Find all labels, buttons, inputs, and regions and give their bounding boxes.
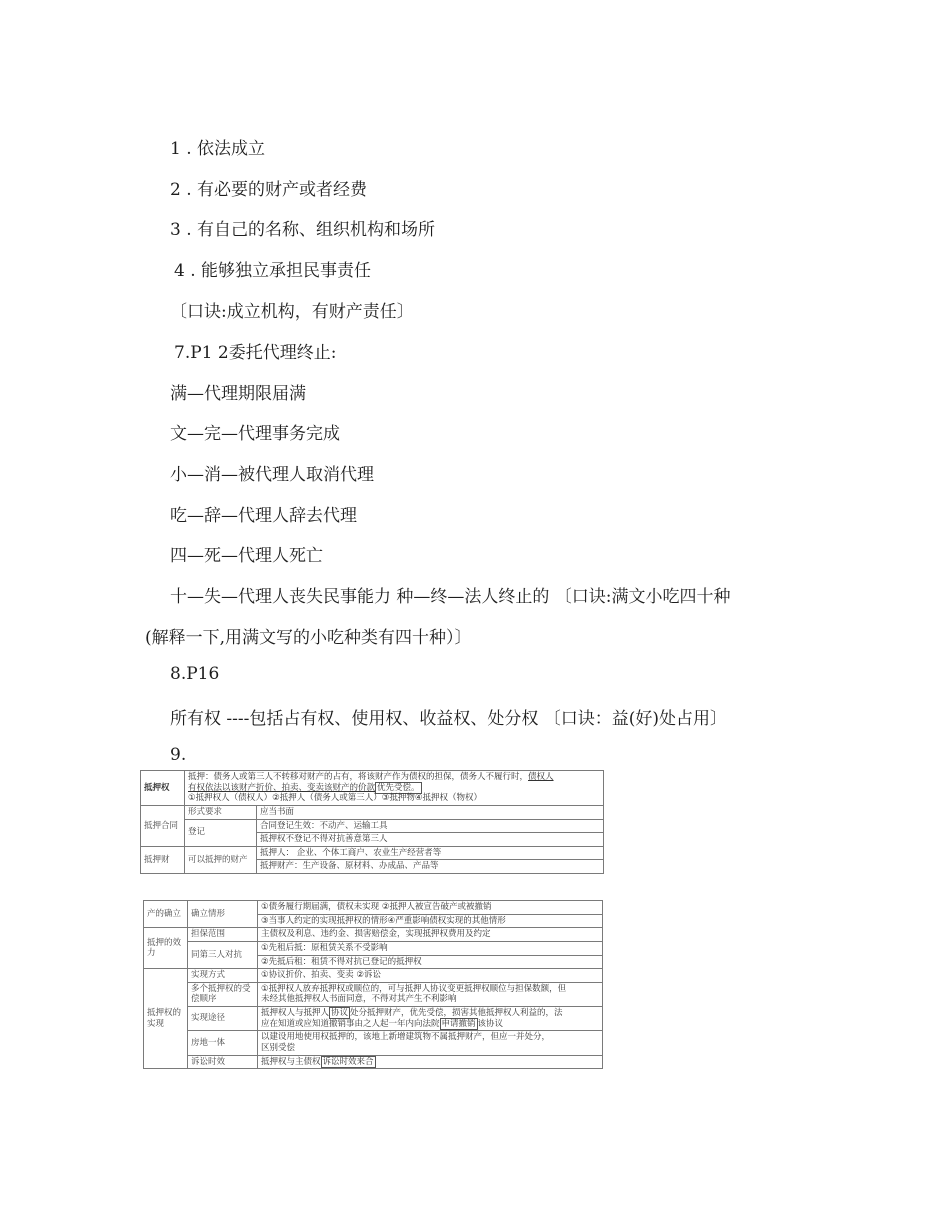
text: 抵押权人与抵押人 [261, 1008, 330, 1018]
row-label: 产的确立 [144, 901, 188, 928]
section-9-heading: 9. [170, 745, 187, 765]
row-sublabel: 确立情形 [188, 901, 258, 928]
cell-value [258, 1007, 603, 1031]
row-sublabel: 诉讼时效 [188, 1055, 258, 1069]
cell-value: 抵押财产：生产设备、原材料、办成品、产品等 [257, 860, 604, 874]
table-row [141, 846, 604, 860]
cell-value: 抵押人： 企业、个体工商户、农业生产经营者等 [257, 846, 604, 860]
cell-value: 合同登记生效：不动产、运输工具 [257, 819, 604, 833]
cell-value: ①先租后抵：原租赁关系不受影响 [258, 941, 603, 955]
row-label: 抵押的效力 [144, 928, 188, 969]
text: 该协议 [477, 1018, 504, 1029]
table-row [144, 1055, 603, 1069]
item-1: 1 . 依法成立 [170, 139, 266, 159]
cell-value: ②先抵后租：租赁不得对抗已登记的抵押权 [258, 955, 603, 969]
cell-value [258, 1055, 603, 1069]
agency-end-5: 四—死—代理人死亡 [170, 546, 323, 566]
table-row [144, 1031, 603, 1055]
text: 应在知道或应知道撤销事由之人起一年内向法院 [261, 1018, 440, 1029]
mnemonic-2-explanation: (解释一下,用满文写的小吃种类有四十种）〕 [145, 628, 472, 648]
row-sublabel: 同第三人对抗 [188, 941, 258, 968]
row-sublabel: 多个抵押权的受偿顺序 [188, 982, 258, 1006]
cell-value: ①协议折价、拍卖、变卖 ②诉讼 [258, 969, 603, 983]
table-row [141, 771, 604, 806]
text: ①抵押权人（债权人）②抵押人（债务人或第三人）③抵押物④抵押权（物权） [188, 793, 482, 804]
row-label: 抵押合同 [141, 805, 185, 846]
table-row [144, 928, 603, 942]
row-label: 抵押权的实现 [144, 969, 188, 1069]
row-sublabel: 登记 [185, 819, 257, 846]
item-2: 2 . 有必要的财产或者经费 [170, 180, 368, 200]
text: 诉讼时效来合 [322, 1056, 374, 1067]
cell-value: ③当事人约定的实现抵押权的情形④严重影响债权实现的其他情形 [258, 914, 603, 928]
text: 优先受偿。 [377, 782, 420, 793]
text: 有权依法以该财产折价、拍卖、变卖该财产的价款 [188, 782, 376, 793]
table-row [144, 969, 603, 983]
row-sublabel: 实现途径 [188, 1007, 258, 1031]
cell-value: 应当书面 [257, 805, 604, 819]
text: 抵押权与主债权 [261, 1056, 321, 1067]
row-sublabel: 担保范围 [188, 928, 258, 942]
section-8-heading: 8.P16 [170, 664, 220, 684]
text: 抵押：债务人或第三人不转移对财产的占有，将该财产作为债权的担保，债务人不履行时， [188, 772, 529, 782]
row-label: 抵押财 [141, 846, 185, 873]
text: ①抵押权人放弃抵押权或顺位的，可与抵押人协议变更抵押权顺位与担保数额，但 [261, 983, 567, 994]
row-label: 抵押权 [141, 771, 185, 806]
row-sublabel: 可以抵押的财产 [185, 846, 257, 873]
mortgage-table-1 [140, 770, 604, 874]
row-sublabel: 房地一体 [188, 1031, 258, 1055]
agency-end-4: 吃—辞—代理人辞去代理 [170, 506, 357, 526]
cell-value [258, 982, 603, 1006]
row-sublabel: 实现方式 [188, 969, 258, 983]
text: 未经其他抵押权人书面同意，不得对其产生不利影响 [261, 994, 457, 1005]
mortgage-definition [185, 771, 604, 806]
cell-value: 抵押权不登记不得对抗善意第三人 [257, 833, 604, 847]
text: 申请撤销 [441, 1018, 476, 1029]
text: 以建设用地使用权抵押的，该地上新增建筑物不属抵押财产，但应一并处分， [261, 1032, 551, 1043]
table-row [141, 819, 604, 833]
table-row [144, 982, 603, 1006]
agency-end-6: 十—失—代理人丧失民事能力 种—终—法人终止的 〔口诀:满文小吃四十种 [170, 587, 731, 607]
cell-value: ①债务履行期届满，债权未实现 ②抵押人被宣告破产或被撤销 [258, 901, 603, 915]
cell-value: 主债权及利息、违约金、损害赔偿金，实现抵押权费用及约定 [258, 928, 603, 942]
agency-end-3: 小—消—被代理人取消代理 [170, 465, 374, 485]
table-row [144, 1007, 603, 1031]
item-3: 3 . 有自己的名称、组织机构和场所 [170, 220, 436, 240]
ownership-rights: 所有权 ----包括占有权、使用权、收益权、处分权 〔口诀：益(好)处占用〕 [170, 709, 728, 729]
section-7-heading: 7.P1 2委托代理终止: [174, 343, 337, 363]
text: 协议 [331, 1008, 349, 1018]
text: 处分抵押财产，优先受偿，损害其他抵押权人利益的，法 [350, 1008, 563, 1018]
mortgage-table-2 [143, 900, 603, 1069]
item-4: 4 . 能够独立承担民事责任 [174, 261, 372, 281]
cell-value [258, 1031, 603, 1055]
mnemonic-1: 〔口诀:成立机构，有财产责任〕 [170, 302, 414, 322]
text: 债权人 [528, 772, 554, 782]
row-sublabel: 形式要求 [185, 805, 257, 819]
table-row [144, 941, 603, 955]
table-row [141, 805, 604, 819]
agency-end-1: 满—代理期限届满 [170, 384, 306, 404]
text: 区别受偿 [261, 1042, 296, 1053]
agency-end-2: 文—完—代理事务完成 [170, 424, 340, 444]
table-row [144, 901, 603, 915]
